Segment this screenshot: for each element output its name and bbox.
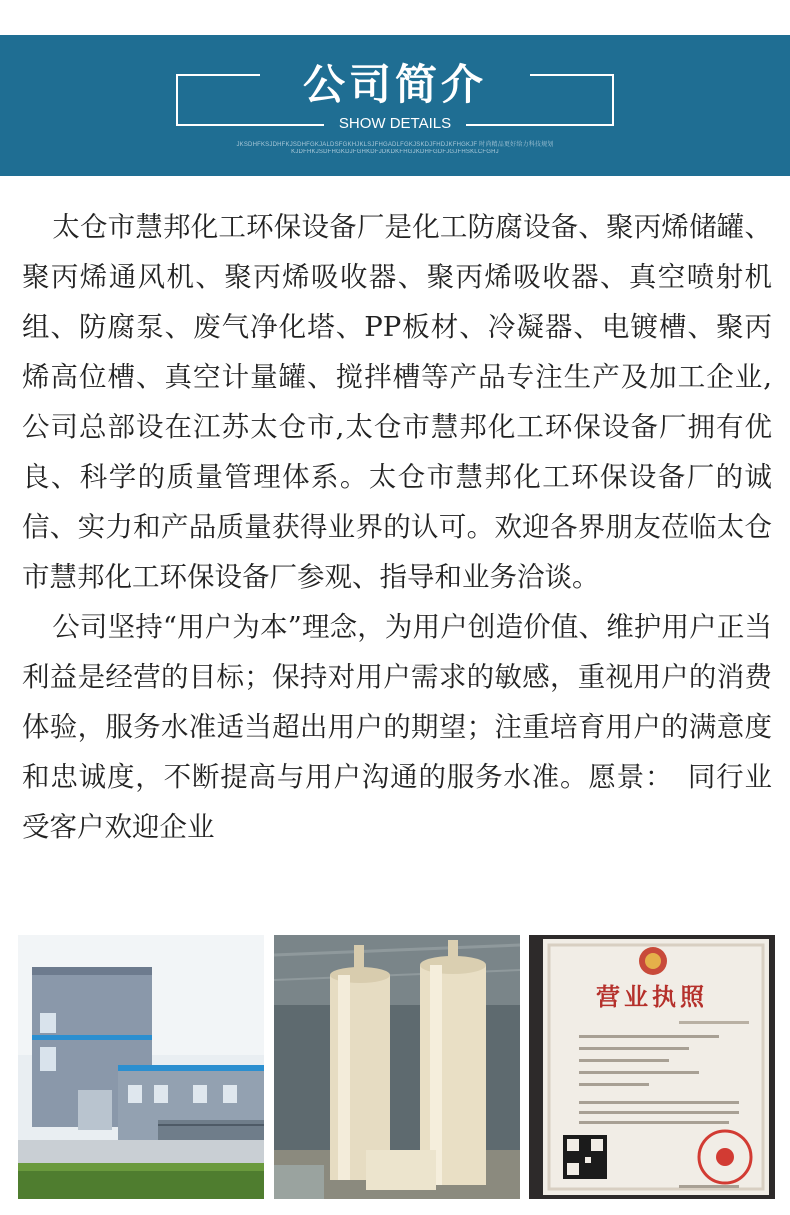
storage-tanks-photo [274,935,520,1199]
banner-tiny-text-1: JKSDHFKSJDHFKJSDHFGKJALDSFGKHJKLSJFHGADLFGKJSKDJFHDJKFHGKJF 时尚精品更好给力科技规划 [236,142,554,148]
license-title: 营业执照 [596,982,708,1011]
company-intro-text [22,202,772,852]
business-license-photo [529,935,775,1199]
banner-title: 公司简介 [302,60,487,109]
banner-subtitle: SHOW DETAILS [338,115,452,132]
banner-tiny-text-2: KJDFHKJSDFHGKDJFGHKDFJDKDKFHGJKDHFGDFJGJFHSKLCFGHJ [291,149,499,155]
factory-building-photo [18,935,264,1199]
intro-paragraph-2: 公司坚持“用户为本”理念，为用户创造价值、维护用户正当利益是经营的目标；保持对用户需求的敏感，重视用户的消费体验，服务水准适当超出用户的期望；注重培育用户的满意度和忠诚度，不断提高与用户沟通的服务水准。愿景： 同行业受客户欢迎企业 [22,611,772,843]
intro-paragraph-1: 太仓市慧邦化工环保设备厂是化工防腐设备、聚丙烯储罐、聚丙烯通风机、聚丙烯吸收器、聚丙烯吸收器、真空喷射机组、防腐泵、废气净化塔、PP板材、冷凝器、电镀槽、聚丙烯高位槽、真空计量罐、搅拌槽等产品专注生产及加工企业,公司总部设在江苏太仓市,太仓市慧邦化工环保设备厂拥有优良、科学的质量管理体系。太仓市慧邦化工环保设备厂的诚信、实力和产品质量获得业界的认可。欢迎各界朋友莅临太仓市慧邦化工环保设备厂参观、指导和业务洽谈。 [22,211,772,593]
